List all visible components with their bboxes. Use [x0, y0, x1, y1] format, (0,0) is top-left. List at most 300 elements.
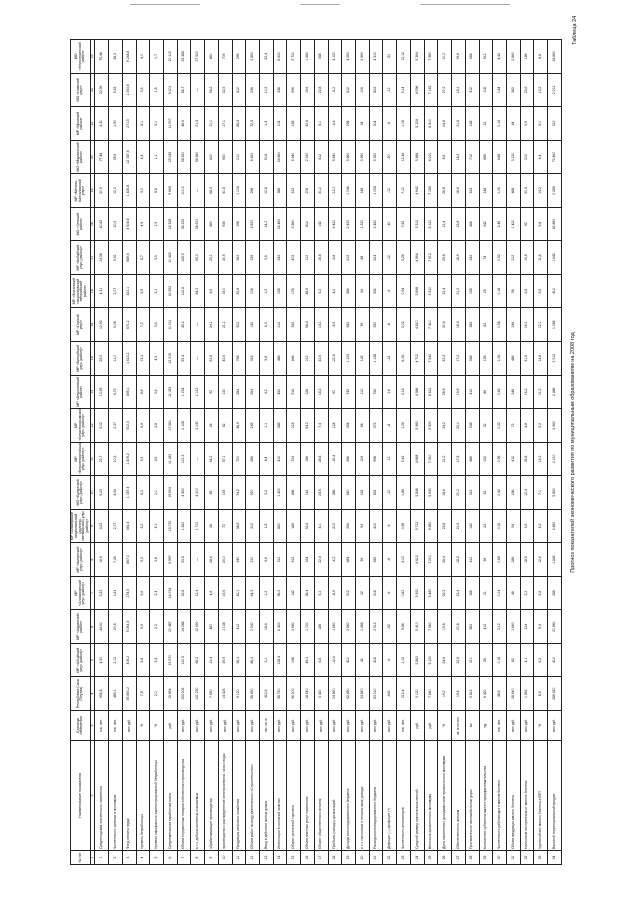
table-cell: 6,8 — [314, 643, 328, 677]
table-cell: 124 — [356, 442, 370, 476]
table-cell: 0,68 — [493, 543, 507, 577]
table-cell: 620 — [205, 140, 219, 174]
table-cell: 6,2 — [136, 509, 150, 543]
table-cell: 2,3 — [150, 610, 164, 644]
table-cell: 0,84 — [493, 73, 507, 107]
table-cell: 9 840 — [328, 140, 342, 174]
table-cell: 23,1 — [205, 241, 219, 275]
table-cell: 2 960 — [356, 40, 370, 74]
table-cell: 142 — [356, 341, 370, 375]
row-indicator: Численность занятых в экономике — [109, 741, 123, 851]
table-cell: 582 — [342, 308, 356, 342]
table-cell: 12,4 — [520, 476, 534, 510]
table-cell: 26,8 — [438, 174, 452, 208]
row-unit: млн руб. — [218, 711, 232, 741]
table-cell: 1 409,2 — [122, 442, 136, 476]
table-cell: 4 642 — [410, 174, 424, 208]
table-cell: 468 — [506, 174, 520, 208]
table-cell: 62 — [506, 643, 520, 677]
table-cell: 13,93 — [95, 375, 109, 409]
table-cell: 11,2 — [534, 375, 548, 409]
table-cell: 5,42 — [397, 442, 411, 476]
table-cell: 9 920 — [424, 409, 438, 443]
table-cell: 88 — [356, 241, 370, 275]
table-cell: 6,2 — [314, 274, 328, 308]
row-number: 21 — [369, 851, 383, 865]
table-cell: 142 — [314, 207, 328, 241]
table-cell: 20,5 — [109, 207, 123, 241]
table-cell: 168 — [287, 107, 301, 141]
row-unit: млн руб. — [273, 711, 287, 741]
table-cell: 52,8 — [205, 341, 219, 375]
row-indicator: Протяженность автомобильных дорог — [465, 741, 479, 851]
table-cell: 692 — [369, 543, 383, 577]
table-cell: 4,9 — [136, 207, 150, 241]
table-cell: 392 — [369, 274, 383, 308]
table-cell: 24 860 — [273, 140, 287, 174]
table-cell: 41,8 — [218, 174, 232, 208]
table-cell: 3,18 — [397, 375, 411, 409]
table-cell: 13,2 — [534, 73, 548, 107]
header-region: МР «Кобяйский улус (район)» — [71, 241, 91, 275]
table-cell: 28 — [479, 643, 493, 677]
table-cell: 68,2 — [191, 643, 205, 677]
table-cell: 5 124 — [410, 107, 424, 141]
table-cell: 2 912 — [369, 610, 383, 644]
table-cell: 128 — [301, 375, 315, 409]
row-indicator: Оборот общественного питания — [314, 741, 328, 851]
table-cell: 57,1 — [218, 442, 232, 476]
row-indicator: Уровень официально зарегистрированной безработицы — [150, 741, 164, 851]
table-cell: 4,86 — [493, 140, 507, 174]
table-cell: 24,2 — [438, 409, 452, 443]
table-cell: 128,4 — [273, 643, 287, 677]
table-cell: 720 — [232, 442, 246, 476]
header-region: МР «Анабарский национальный (долгано-эвенкийский) улус (район)» — [70, 510, 90, 542]
table-cell: 0,16 — [493, 509, 507, 543]
table-row — [122, 40, 136, 865]
table-cell: 86,2 — [246, 643, 260, 677]
table-cell: 16,2 — [520, 375, 534, 409]
table-cell: 23,7 — [95, 442, 109, 476]
table-cell: -8,6 — [328, 576, 342, 610]
table-cell: 1,08 — [493, 341, 507, 375]
table-cell: 2 160 — [301, 140, 315, 174]
table-cell: 1 820 — [177, 509, 191, 543]
table-cell: 19,0 — [218, 274, 232, 308]
table-cell: -12 — [383, 442, 397, 476]
table-cell: 92 — [520, 207, 534, 241]
table-cell: 3,12 — [493, 610, 507, 644]
table-cell: 236 — [246, 241, 260, 275]
table-cell: 14,1 — [314, 308, 328, 342]
row-number: 32 — [520, 851, 534, 865]
table-cell: 935 — [218, 207, 232, 241]
table-row — [328, 40, 342, 865]
table-cell: 4,8 — [520, 409, 534, 443]
table-cell: 9,23 — [95, 476, 109, 510]
table-cell: 1,2 — [260, 576, 274, 610]
row-number: 2 — [109, 851, 123, 865]
table-cell: 5 486 — [410, 140, 424, 174]
table-number: Таблица 24 — [572, 15, 578, 45]
table-cell: 24 860 — [328, 677, 342, 711]
table-cell: 20,6 — [109, 610, 123, 644]
table-cell: 1 234 — [177, 375, 191, 409]
table-cell: 4 260 — [342, 40, 356, 74]
row-number: 34 — [548, 851, 562, 865]
column-number: 16 — [90, 274, 95, 308]
table-cell: 1 860 — [506, 610, 520, 644]
table-cell: — — [191, 341, 205, 375]
table-cell: 7 410 — [424, 308, 438, 342]
table-cell: 7 142 — [424, 73, 438, 107]
table-cell: 286 — [506, 543, 520, 577]
row-indicator: Оборот розничной торговли — [287, 741, 301, 851]
table-cell: 20,8 — [452, 610, 466, 644]
table-cell: 14,2 — [534, 442, 548, 476]
table-cell: 0,14 — [493, 576, 507, 610]
table-cell: 198 — [273, 274, 287, 308]
table-cell: 16,8 — [314, 241, 328, 275]
row-unit: млн руб. — [383, 711, 397, 741]
table-cell: 248 — [506, 375, 520, 409]
header-region: МО «Ленский район» — [71, 207, 91, 241]
header-region: МО «Мирнинский район» — [71, 140, 91, 174]
table-cell: 6,08 — [397, 341, 411, 375]
table-cell: 0,7 — [150, 40, 164, 74]
table-cell: 3 960 — [356, 140, 370, 174]
table-cell: 28,4 — [438, 543, 452, 577]
table-cell: 32,6 — [314, 341, 328, 375]
table-cell: 3,2 — [260, 476, 274, 510]
table-cell: 22 — [479, 107, 493, 141]
table-cell: 6 420 — [328, 207, 342, 241]
table-cell: 7 980 — [424, 40, 438, 74]
table-cell: 2,1 — [260, 643, 274, 677]
table-cell: 12,4 — [438, 207, 452, 241]
table-cell: 164 — [301, 543, 315, 577]
table-cell: 6,8 — [150, 174, 164, 208]
row-unit: млн руб. — [191, 711, 205, 741]
table-cell: 95,4 — [177, 341, 191, 375]
table-cell: 1 138 — [369, 341, 383, 375]
table-cell: 4 864 — [410, 241, 424, 275]
table-cell: 412 — [548, 643, 562, 677]
table-cell: 210 — [246, 543, 260, 577]
row-indicator: Доля населения с доходами ниже прожиточного минимума — [438, 741, 452, 851]
table-cell: 12,12 — [397, 40, 411, 74]
table-cell: -14 — [383, 375, 397, 409]
table-cell: 8,1 — [314, 509, 328, 543]
row-indicator: Фонд оплаты труда — [122, 741, 136, 851]
table-cell: 8 210 — [424, 140, 438, 174]
table-cell: 5,51 — [109, 241, 123, 275]
header-region: МР «Алданский район» — [71, 610, 91, 644]
table-cell: 4 596 — [410, 73, 424, 107]
table-cell: 15,8 — [438, 610, 452, 644]
table-cell: -22,8 — [328, 341, 342, 375]
table-cell: 8,7 — [136, 241, 150, 275]
table-cell: 5,08 — [109, 308, 123, 342]
table-cell: 4 120 — [328, 40, 342, 74]
column-number: 14 — [90, 341, 95, 375]
table-cell: 7,12 — [397, 174, 411, 208]
table-cell: 5 312 — [410, 207, 424, 241]
table-cell: 9,8 — [260, 341, 274, 375]
row-unit: млн руб. — [520, 711, 534, 741]
table-cell: 32 — [479, 409, 493, 443]
table-cell: 1 138 — [218, 610, 232, 644]
table-cell: -6,2 — [328, 73, 342, 107]
row-unit: млн руб. — [301, 711, 315, 741]
table-cell: 612 — [342, 241, 356, 275]
row-indicator: Ввод в действие жилых домов — [260, 741, 274, 851]
table-cell: 32 — [356, 576, 370, 610]
table-cell: -40 — [383, 207, 397, 241]
table-cell: 106 — [356, 73, 370, 107]
table-row — [493, 40, 507, 865]
row-number: 27 — [452, 851, 466, 865]
table-cell: 19,6 — [452, 40, 466, 74]
table-cell: 5 120 — [410, 677, 424, 711]
table-cell: — — [191, 543, 205, 577]
table-cell: 5 846 — [410, 476, 424, 510]
column-number: 23 — [90, 40, 95, 74]
table-cell: 212 — [301, 341, 315, 375]
row-unit: тыс. чел. — [397, 711, 411, 741]
table-cell: 12,4 — [191, 576, 205, 610]
table-cell: 386 — [342, 274, 356, 308]
table-cell: 4 210 — [191, 476, 205, 510]
table-cell: 110,2 — [177, 174, 191, 208]
row-indicator: Прибыль (сальдо) организаций — [328, 741, 342, 851]
table-cell: 5,3 — [136, 543, 150, 577]
table-cell: 286 — [246, 442, 260, 476]
table-cell: 502 — [232, 308, 246, 342]
table-cell: — — [191, 174, 205, 208]
table-cell: 53,6 — [177, 543, 191, 577]
table-cell: 362 — [506, 73, 520, 107]
table-cell: -8 — [383, 543, 397, 577]
table-cell: 26,8 — [520, 442, 534, 476]
row-unit: млн руб. — [506, 711, 520, 741]
row-indicator: Численность работающих в малом бизнесе — [493, 741, 507, 851]
table-cell: 4,5 — [150, 442, 164, 476]
table-cell: 186 — [287, 509, 301, 543]
table-cell: 19 654 — [163, 476, 177, 510]
table-cell: 210 — [232, 140, 246, 174]
table-cell: 34 860 — [356, 677, 370, 711]
table-cell: 10,5 — [109, 442, 123, 476]
row-indicator: Средний размер назначенных пенсий — [410, 741, 424, 851]
table-cell: 5 364 — [410, 40, 424, 74]
row-number: 9 — [205, 851, 219, 865]
table-cell: 8 120 — [424, 207, 438, 241]
table-row — [163, 40, 177, 865]
table-cell: 19,2 — [438, 677, 452, 711]
table-cell: 142 — [465, 509, 479, 543]
table-cell: 88,4 — [232, 107, 246, 141]
table-cell: 26,5 — [95, 341, 109, 375]
table-cell: 156 — [479, 341, 493, 375]
table-cell: 198 — [232, 207, 246, 241]
table-cell: -50 — [383, 40, 397, 74]
table-cell: 5 860 — [548, 476, 562, 510]
table-row — [424, 40, 438, 865]
table-cell: 58 260 — [177, 140, 191, 174]
table-cell: 502,3 — [122, 409, 136, 443]
table-cell: 7 210 — [424, 543, 438, 577]
table-cell: 1 860 — [328, 610, 342, 644]
table-cell: 74 — [479, 241, 493, 275]
table-cell: 29 486 — [177, 40, 191, 74]
row-indicator: Продукция сельского хозяйства — [232, 741, 246, 851]
table-cell: 2,0 — [150, 677, 164, 711]
table-cell: 18 460 — [273, 207, 287, 241]
table-cell: 2 128 — [177, 409, 191, 443]
table-cell: 44 — [506, 107, 520, 141]
table-row — [369, 40, 383, 865]
table-body — [95, 40, 562, 865]
table-cell: 104 — [273, 107, 287, 141]
row-unit: тыс. чел. — [493, 711, 507, 741]
table-cell: -4,4 — [328, 107, 342, 141]
table-cell: 860 — [205, 40, 219, 74]
row-unit: руб. — [163, 711, 177, 741]
table-row — [246, 40, 260, 865]
table-cell: 5,1 — [150, 107, 164, 141]
table-cell: 11 907 — [163, 107, 177, 141]
table-cell: 12 087,4 — [122, 140, 136, 174]
row-indicator: Обеспеченность жильем — [452, 741, 466, 851]
table-cell: 1,12 — [397, 643, 411, 677]
table-cell: 1 020 — [301, 610, 315, 644]
table-cell: 63 120 — [369, 677, 383, 711]
table-cell: 342 — [465, 241, 479, 275]
table-cell: 4 508,6 — [122, 207, 136, 241]
table-cell: 0,18 — [493, 643, 507, 677]
indicators-table — [70, 39, 562, 865]
row-indicator: Объем продукции малого бизнеса — [506, 741, 520, 851]
table-cell: 1,5 — [150, 207, 164, 241]
table-cell: 486 — [287, 476, 301, 510]
table-cell: 1 320 — [356, 207, 370, 241]
table-cell: 16 952 — [163, 274, 177, 308]
table-cell: 1,1 — [150, 140, 164, 174]
table-cell: 20,2 — [452, 476, 466, 510]
table-cell: 68,4 — [205, 174, 219, 208]
column-number: 11 — [90, 442, 95, 476]
table-cell: 58 — [506, 274, 520, 308]
table-cell: 18,4 — [452, 308, 466, 342]
header-region: МР «Амгинский улус (район)» — [71, 543, 91, 577]
table-cell: 108 — [246, 274, 260, 308]
table-cell: -12 — [383, 241, 397, 275]
row-unit: млн руб. — [246, 711, 260, 741]
table-cell: 706 — [218, 40, 232, 74]
table-cell: 956,8 — [95, 677, 109, 711]
table-cell: 15 072 — [163, 509, 177, 543]
table-cell: 4,41 — [95, 107, 109, 141]
table-cell: 12,8 — [260, 174, 274, 208]
header-region: МО «Намский улус» — [71, 73, 91, 107]
table-cell: 76 — [356, 308, 370, 342]
table-cell: 12,3 — [109, 174, 123, 208]
table-cell: 2 860 — [287, 207, 301, 241]
table-cell: 0,42 — [493, 476, 507, 510]
table-cell: 5,6 — [534, 274, 548, 308]
row-number: 8 — [191, 851, 205, 865]
row-number: 16 — [301, 851, 315, 865]
table-cell: 386 — [273, 174, 287, 208]
table-cell: 11 083 — [163, 375, 177, 409]
table-cell: 9 244,8 — [122, 40, 136, 74]
table-cell: 3,6 — [520, 509, 534, 543]
table-cell: 712 — [465, 140, 479, 174]
table-cell: 27,2 — [438, 73, 452, 107]
table-cell: 142 — [301, 476, 315, 510]
table-cell: 8 910 — [424, 107, 438, 141]
table-cell: 86 — [479, 375, 493, 409]
table-cell: -12 — [383, 73, 397, 107]
table-cell: — — [191, 442, 205, 476]
table-cell: 131 230 — [191, 677, 205, 711]
table-cell: 1 420 — [506, 207, 520, 241]
table-cell: 9 860 — [424, 509, 438, 543]
table-cell: 0,94 — [397, 274, 411, 308]
table-cell: 62 — [218, 409, 232, 443]
table-cell: 0,62 — [493, 375, 507, 409]
table-cell: 12,46 — [397, 140, 411, 174]
table-cell: 48,6 — [493, 677, 507, 711]
table-cell: 6,4 — [534, 140, 548, 174]
table-cell: 178 — [287, 274, 301, 308]
table-cell: -8 — [383, 409, 397, 443]
table-cell: 7,1 — [534, 476, 548, 510]
table-cell: 17,1 — [218, 107, 232, 141]
table-row — [136, 40, 150, 865]
table-cell: 1,06 — [493, 174, 507, 208]
table-cell: 96,2 — [273, 576, 287, 610]
table-cell: 6,3 — [260, 308, 274, 342]
table-cell: 132 — [479, 442, 493, 476]
table-cell: 3,8 — [520, 274, 534, 308]
table-cell: 318 — [246, 341, 260, 375]
table-cell: 17,8 — [452, 442, 466, 476]
table-cell: 1,63 — [109, 576, 123, 610]
table-cell: 18,6 — [452, 174, 466, 208]
row-unit: млн руб. — [342, 711, 356, 741]
row-number: 14 — [273, 851, 287, 865]
table-cell: 28,6 — [438, 375, 452, 409]
table-cell: 40,62 — [95, 207, 109, 241]
table-cell: 98 760 — [273, 677, 287, 711]
table-cell: 6,9 — [136, 274, 150, 308]
table-cell: 14,8 — [534, 341, 548, 375]
table-cell: 21,2 — [452, 274, 466, 308]
table-cell: 412 — [342, 643, 356, 677]
table-cell: 7,8 — [136, 677, 150, 711]
row-number: 24 — [410, 851, 424, 865]
row-number: 20 — [356, 851, 370, 865]
table-cell: 9,6 — [260, 543, 274, 577]
table-cell: 4,31 — [95, 274, 109, 308]
table-cell: 0,58 — [493, 308, 507, 342]
table-cell: 22,4 — [438, 274, 452, 308]
table-cell: 2 286 — [548, 174, 562, 208]
table-cell: 412 — [465, 73, 479, 107]
